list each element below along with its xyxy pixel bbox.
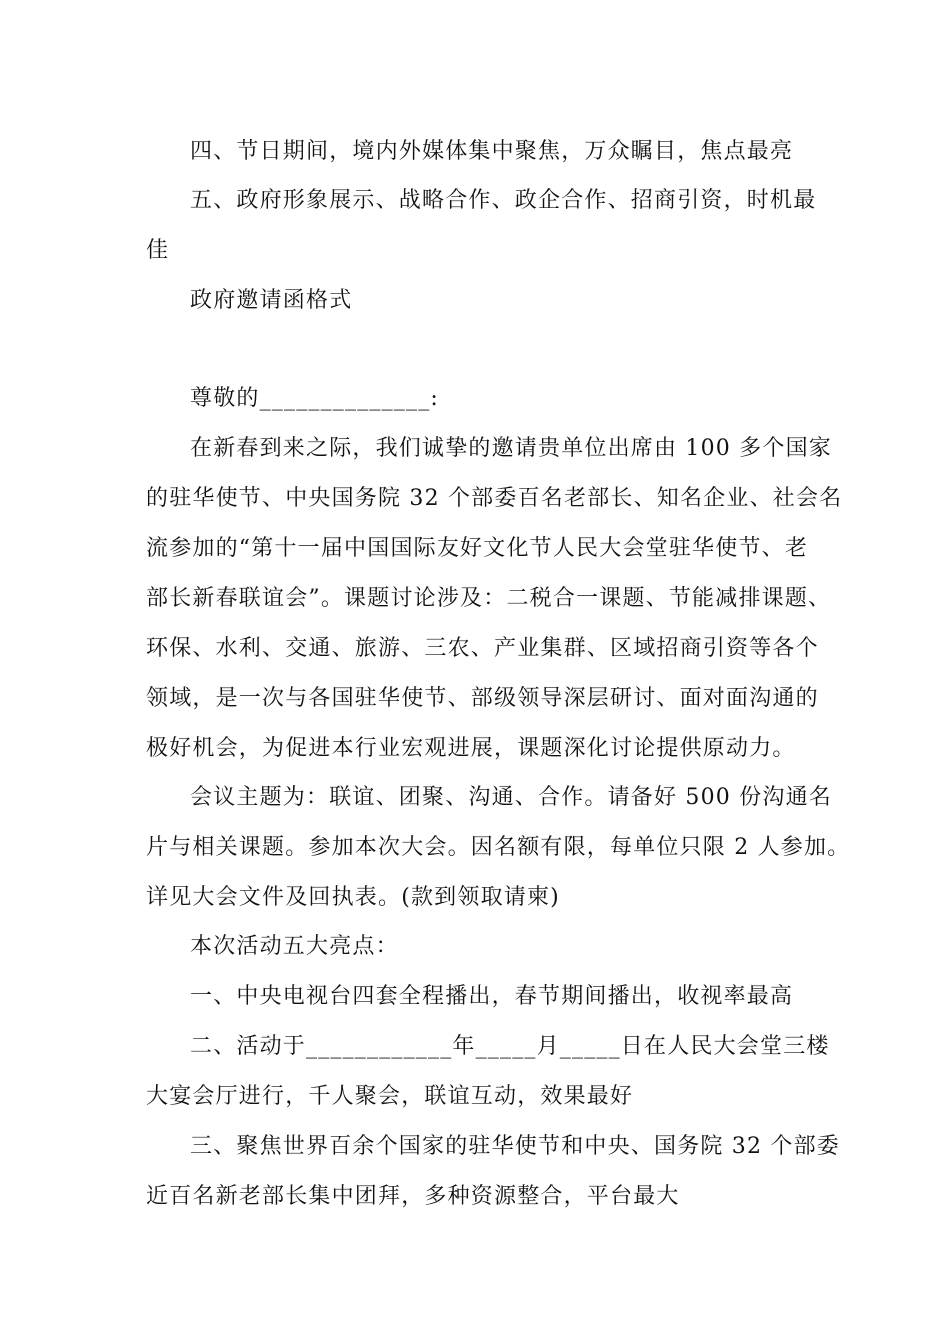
text-line: 极好机会，为促进本行业宏观进展，课题深化讨论提供原动力。 (146, 736, 796, 761)
section-heading: 政府邀请函格式 (190, 288, 353, 313)
text-line: 环保、水利、交通、旅游、三农、产业集群、区域招商引资等各个 (146, 636, 819, 661)
text-line: 的驻华使节、中央国务院 32 个部委百名老部长、知名企业、社会名 (146, 486, 843, 511)
text-line: 本次活动五大亮点： (190, 934, 399, 959)
text-line: 详见大会文件及回执表。(款到领取请柬) (146, 885, 560, 910)
text-line: 大宴会厅进行，千人聚会，联谊互动，效果最好 (146, 1084, 634, 1109)
text-line: 会议主题为：联谊、团聚、沟通、合作。请备好 500 份沟通名 (190, 785, 832, 810)
text-line: 五、政府形象展示、战略合作、政企合作、招商引资，时机最 (190, 188, 817, 213)
text-line: 在新春到来之际，我们诚挚的邀请贵单位出席由 100 多个国家 (190, 436, 832, 461)
text-line: 三、聚焦世界百余个国家的驻华使节和中央、国务院 32 个部委 (190, 1134, 840, 1159)
text-line: 佳 (146, 238, 170, 263)
text-line: 近百名新老部长集中团拜，多种资源整合，平台最大 (146, 1184, 680, 1209)
text-line: 一、中央电视台四套全程播出，春节期间播出，收视率最高 (190, 984, 794, 1009)
salutation: 尊敬的______________: (190, 386, 440, 411)
text-line: 二、活动于____________年_____月_____日在人民大会堂三楼 (190, 1034, 830, 1059)
text-line: 四、节日期间，境内外媒体集中聚焦，万众瞩目，焦点最亮 (190, 139, 794, 164)
text-line: 流参加的“第十一届中国国际友好文化节人民大会堂驻华使节、老 (146, 536, 809, 561)
text-line: 部长新春联谊会”。课题讨论涉及：二税合一课题、节能减排课题、 (146, 586, 832, 611)
text-line: 片与相关课题。参加本次大会。因名额有限，每单位只限 2 人参加。 (146, 835, 851, 860)
text-line: 领域，是一次与各国驻华使节、部级领导深层研讨、面对面沟通的 (146, 686, 819, 711)
